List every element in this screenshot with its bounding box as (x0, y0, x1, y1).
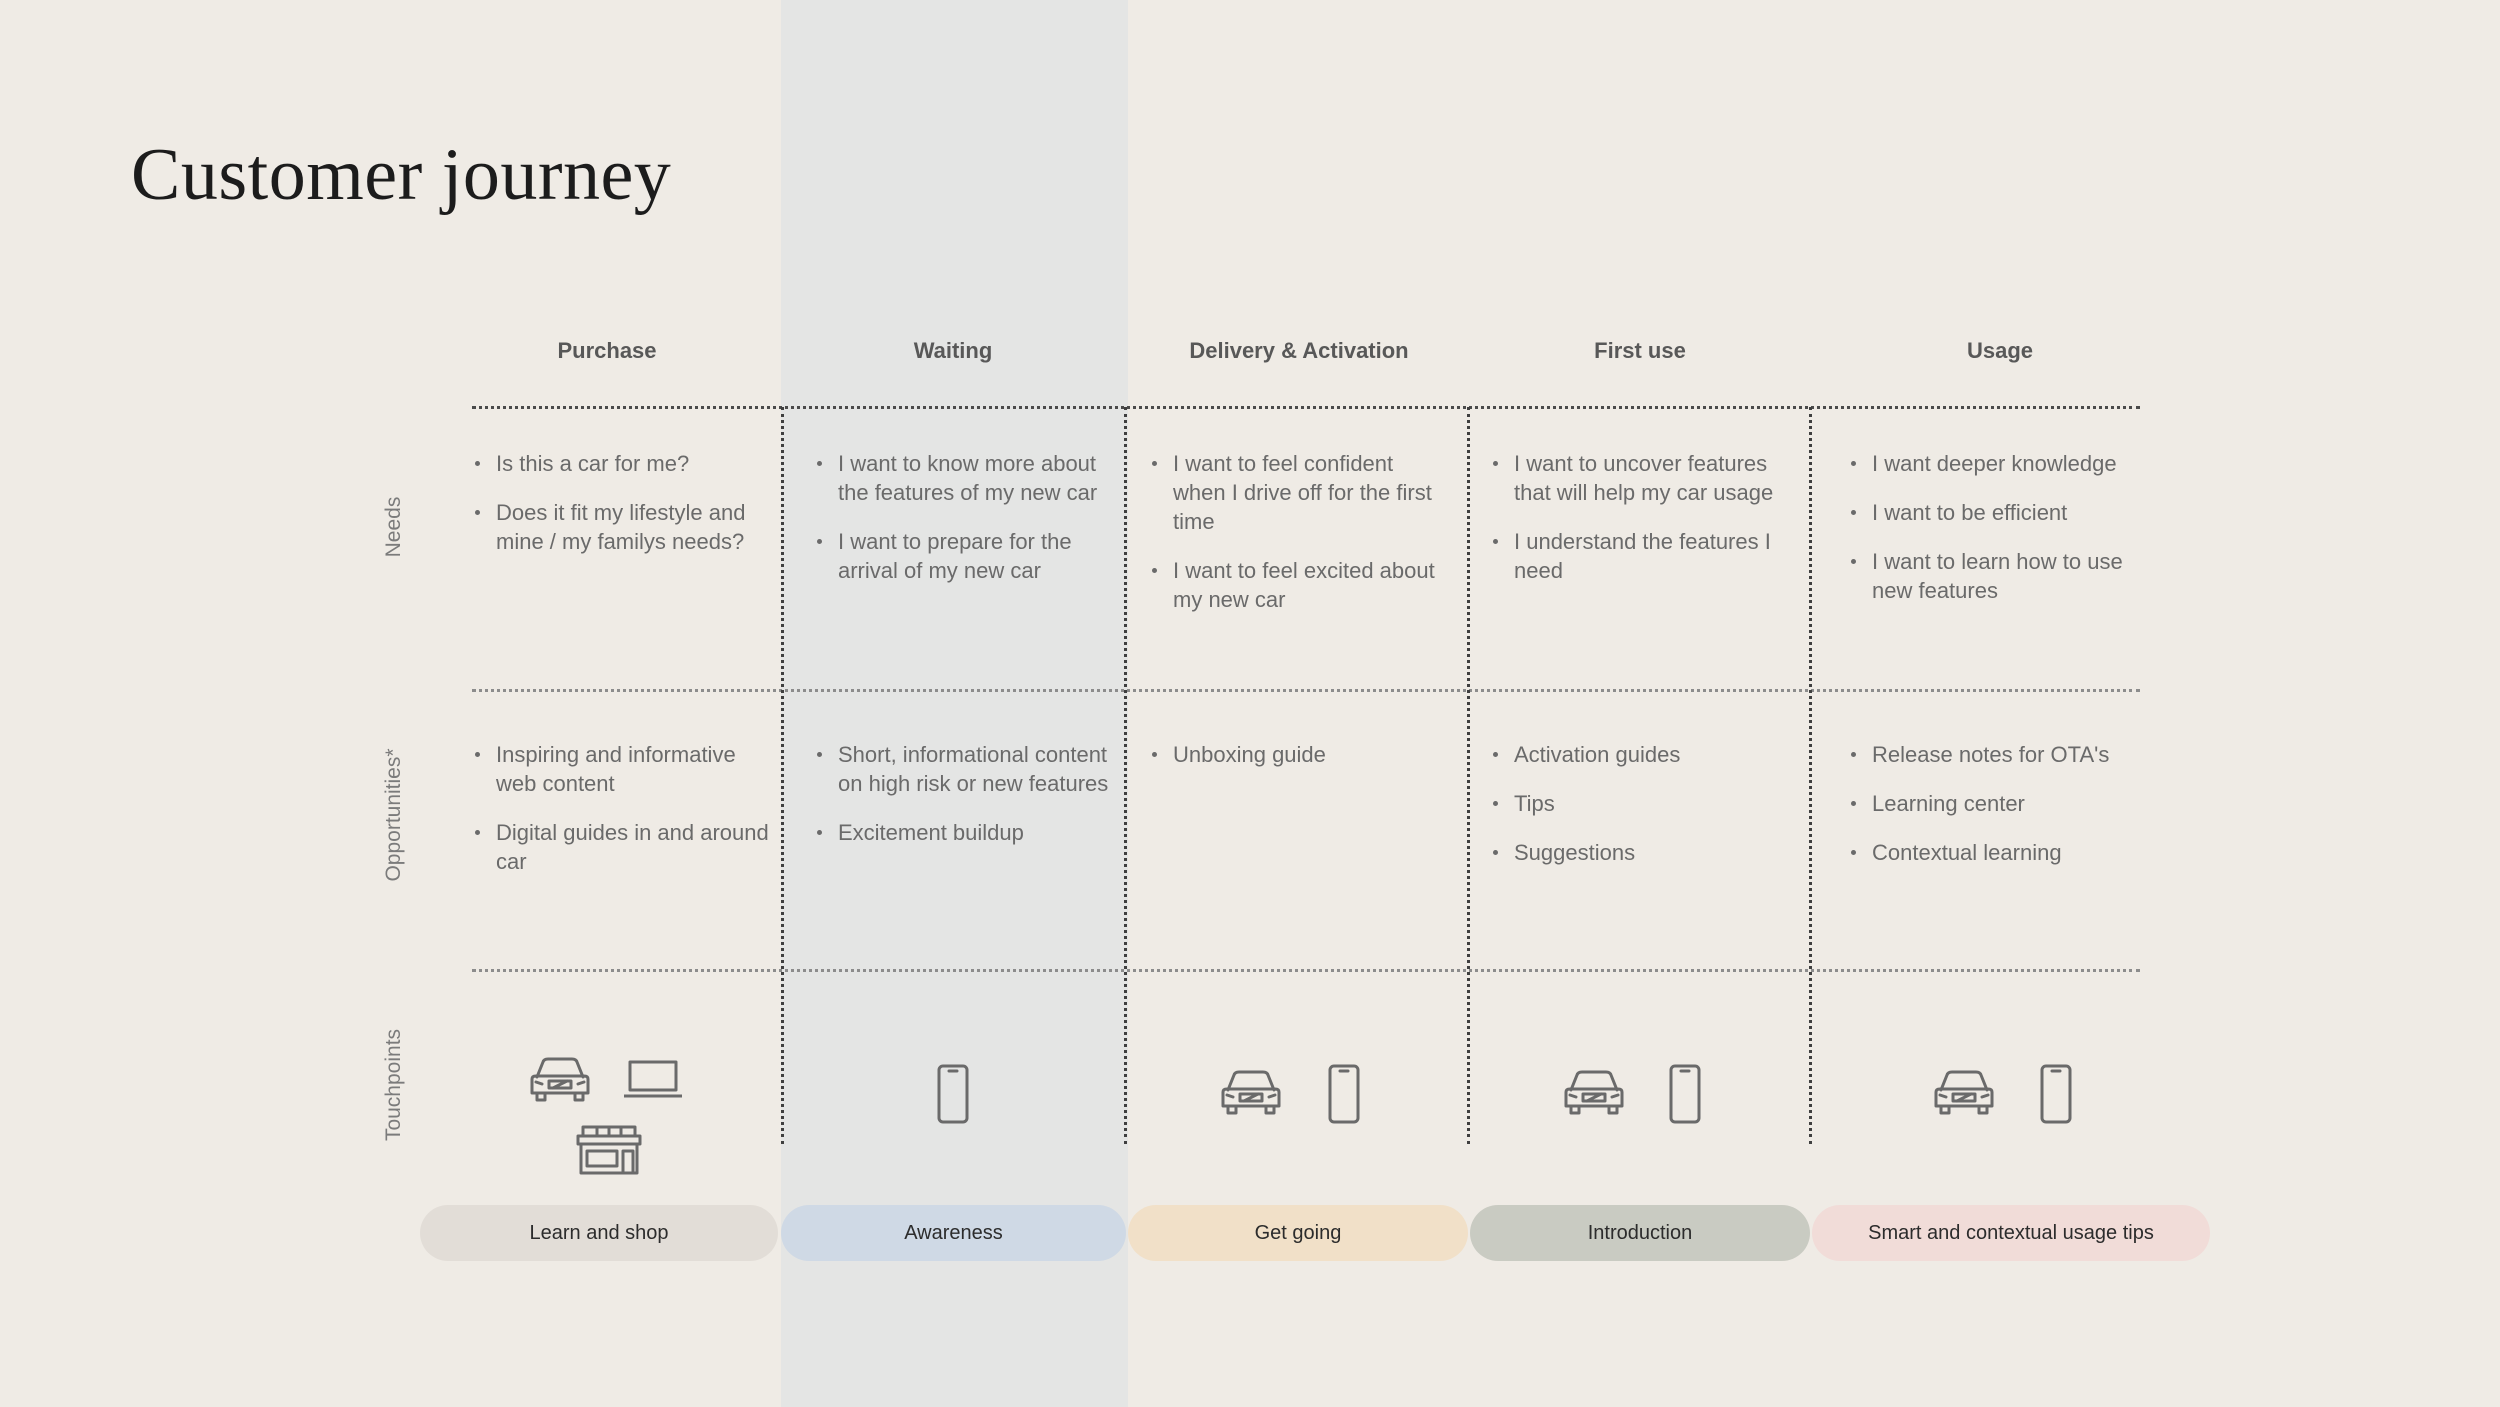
phase-pill-awareness: Awareness (781, 1205, 1126, 1261)
column-divider-4 (1809, 407, 1812, 1144)
need-item: I want to uncover features that will help my car usage (1491, 449, 1791, 507)
phase-pill-get-going: Get going (1128, 1205, 1468, 1261)
stage-header-waiting: Waiting (913, 338, 993, 363)
column-divider-2 (1124, 407, 1127, 1144)
car-icon (1561, 1068, 1627, 1118)
need-item: I want to know more about the features of my new car (815, 449, 1115, 507)
opportunity-item: Inspiring and informative web content (473, 740, 773, 798)
divider-header (472, 406, 2140, 409)
car-icon (1931, 1068, 1997, 1118)
phone-icon (936, 1063, 970, 1125)
needs-cell-waiting (815, 449, 1115, 605)
need-item: I want to prepare for the arrival of my new car (815, 527, 1115, 585)
opportunity-item: Tips (1491, 789, 1791, 818)
stage-header-usage: Usage (1966, 338, 2034, 363)
opportunities-cell-purchase (473, 740, 773, 896)
opportunity-item: Release notes for OTA's (1849, 740, 2149, 769)
opportunity-item: Suggestions (1491, 838, 1791, 867)
opportunity-item: Digital guides in and around car (473, 818, 773, 876)
need-item: I want to feel confident when I drive off for the first time (1150, 449, 1450, 536)
opportunity-item: Learning center (1849, 789, 2149, 818)
need-item: Does it fit my lifestyle and mine / my familys needs? (473, 498, 773, 556)
row-label-opportunities: Opportunities* (382, 748, 405, 882)
stage-header-delivery-activation: Delivery & Activation (1189, 338, 1409, 363)
stage-header-purchase: Purchase (557, 338, 657, 363)
page-title: Customer journey (131, 134, 672, 216)
waiting-column-highlight (781, 0, 1128, 1407)
opportunities-cell-usage (1849, 740, 2149, 887)
laptop-icon (622, 1058, 684, 1100)
opportunity-item: Short, informational content on high risk or new features (815, 740, 1115, 798)
store-icon (575, 1124, 643, 1176)
car-icon (527, 1055, 593, 1105)
opportunities-cell-first-use (1491, 740, 1791, 887)
divider-needs (472, 689, 2140, 692)
need-item: I understand the features I need (1491, 527, 1791, 585)
need-item: I want to learn how to use new features (1849, 547, 2149, 605)
phone-icon (1327, 1063, 1361, 1125)
phone-icon (2039, 1063, 2073, 1125)
row-label-touchpoints: Touchpoints (382, 1028, 405, 1142)
car-icon (1218, 1068, 1284, 1118)
phase-pill-learn-and-shop: Learn and shop (420, 1205, 778, 1261)
opportunities-cell-waiting (815, 740, 1115, 867)
row-label-needs: Needs (382, 496, 405, 558)
column-divider-3 (1467, 407, 1470, 1144)
needs-cell-delivery (1150, 449, 1450, 634)
phase-pill-smart-contextual-usage-tips: Smart and contextual usage tips (1812, 1205, 2210, 1261)
opportunity-item: Excitement buildup (815, 818, 1115, 847)
phase-pill-introduction: Introduction (1470, 1205, 1810, 1261)
opportunities-cell-delivery (1150, 740, 1450, 789)
phone-icon (1668, 1063, 1702, 1125)
opportunity-item: Contextual learning (1849, 838, 2149, 867)
divider-opportunities (472, 969, 2140, 972)
opportunity-item: Unboxing guide (1150, 740, 1450, 769)
needs-cell-usage (1849, 449, 2149, 625)
need-item: I want deeper knowledge (1849, 449, 2149, 478)
column-divider-1 (781, 407, 784, 1144)
needs-cell-purchase (473, 449, 773, 576)
needs-cell-first-use (1491, 449, 1791, 605)
need-item: Is this a car for me? (473, 449, 773, 478)
need-item: I want to be efficient (1849, 498, 2149, 527)
need-item: I want to feel excited about my new car (1150, 556, 1450, 614)
stage-header-first-use: First use (1594, 338, 1686, 363)
opportunity-item: Activation guides (1491, 740, 1791, 769)
